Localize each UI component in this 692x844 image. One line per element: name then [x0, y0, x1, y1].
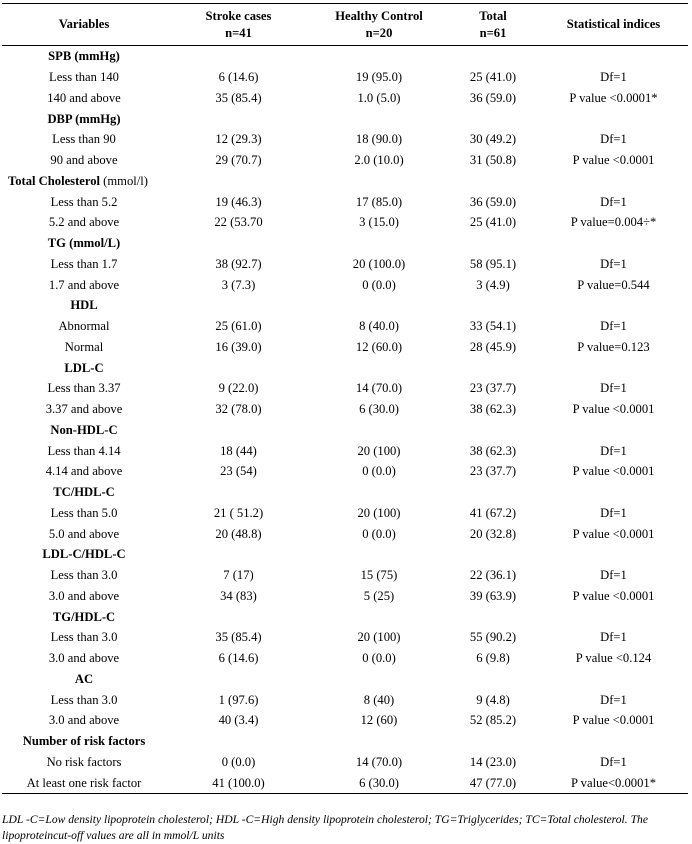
header-variables: Variables — [2, 4, 166, 46]
empty-cell — [539, 357, 688, 378]
group-title-text: Number of risk factors — [22, 734, 146, 749]
total-value: 38 (62.3) — [469, 402, 517, 417]
stroke-cases-value: 19 (46.3) — [215, 194, 262, 209]
empty-cell — [311, 544, 447, 565]
total-value: 14 (23.0) — [469, 754, 517, 769]
row-label: 1.7 and above — [48, 277, 120, 292]
group-title-text: TG (mmol/L) — [47, 236, 121, 251]
empty-cell — [311, 420, 447, 441]
stroke-cases-value: 7 (17) — [223, 568, 254, 583]
table-row — [2, 503, 688, 524]
empty-cell — [311, 233, 447, 254]
statistical-index-value: Df=1 — [600, 692, 627, 707]
empty-cell — [539, 171, 688, 192]
group-title — [2, 233, 166, 254]
total-value: 41 (67.2) — [469, 505, 517, 520]
table-row — [2, 337, 688, 358]
healthy-control-value: 14 (70.0) — [355, 754, 403, 769]
table-row — [2, 274, 688, 295]
row-label: Less than 90 — [52, 132, 116, 147]
empty-cell — [539, 295, 688, 316]
empty-cell — [166, 46, 311, 67]
stroke-cases-value: 40 (3.4) — [218, 713, 259, 728]
group-title — [2, 357, 166, 378]
group-header-row — [2, 420, 688, 441]
healthy-control-value: 12 (60.0) — [355, 339, 403, 354]
statistical-index-value: Df=1 — [600, 443, 627, 458]
statistical-index-value: P value=0.544 — [577, 277, 650, 292]
empty-cell — [539, 108, 688, 129]
healthy-control-value: 20 (100) — [357, 443, 401, 458]
total-value: 25 (41.0) — [469, 70, 517, 85]
group-title — [2, 295, 166, 316]
table-row — [2, 689, 688, 710]
row-label: Less than 4.14 — [47, 443, 121, 458]
healthy-control-value: 20 (100.0) — [352, 256, 406, 271]
row-label: 3.0 and above — [48, 713, 120, 728]
row-label: Abnormal — [58, 319, 110, 334]
results-table-container — [2, 3, 688, 794]
healthy-control-value: 20 (100) — [357, 630, 401, 645]
row-label: At least one risk factor — [2, 772, 166, 793]
empty-cell — [447, 482, 539, 503]
group-header-row — [2, 233, 688, 254]
table-row — [2, 648, 688, 669]
healthy-control-value: 6 (30.0) — [311, 772, 447, 793]
stroke-cases-value: 35 (85.4) — [215, 630, 262, 645]
empty-cell — [311, 606, 447, 627]
total-value: 39 (63.9) — [469, 588, 517, 603]
group-title-text: HDL — [70, 298, 98, 313]
total-value: 23 (37.7) — [469, 381, 517, 396]
stroke-cases-value: 1 (97.6) — [218, 692, 259, 707]
row-label: Less than 5.2 — [50, 194, 118, 209]
empty-cell — [539, 482, 688, 503]
table-row — [2, 772, 688, 793]
empty-cell — [311, 357, 447, 378]
total-value: 9 (4.8) — [476, 692, 510, 707]
total-value: 3 (4.9) — [476, 277, 510, 292]
results-table — [2, 3, 688, 794]
healthy-control-value: 0 (0.0) — [362, 526, 396, 541]
table-row — [2, 67, 688, 88]
table-row — [2, 129, 688, 150]
healthy-control-value: 18 (90.0) — [355, 132, 403, 147]
healthy-control-value: 1.0 (5.0) — [357, 90, 401, 105]
group-title-text: Total Cholesterol — [8, 173, 101, 188]
statistical-index-value: P value<0.0001* — [539, 772, 688, 793]
row-label: Less than 3.0 — [50, 630, 118, 645]
stroke-cases-value: 12 (29.3) — [215, 132, 262, 147]
header-row — [2, 4, 688, 46]
table-row — [2, 378, 688, 399]
table-row — [2, 399, 688, 420]
row-label: 140 and above — [47, 90, 121, 105]
table-row — [2, 565, 688, 586]
total-value: 33 (54.1) — [469, 319, 517, 334]
empty-cell — [166, 357, 311, 378]
empty-cell — [447, 731, 539, 752]
group-header-row — [2, 606, 688, 627]
table-row — [2, 440, 688, 461]
table-row — [2, 88, 688, 109]
stroke-cases-value: 35 (85.4) — [215, 90, 262, 105]
stroke-cases-value: 22 (53.70 — [214, 215, 263, 230]
header-statistical-indices: Statistical indices — [539, 4, 688, 46]
healthy-control-value: 14 (70.0) — [355, 381, 403, 396]
header-total-n: n=61 — [479, 25, 507, 40]
header-healthy-control — [311, 4, 447, 46]
healthy-control-value: 3 (15.0) — [359, 215, 399, 230]
group-title — [2, 420, 166, 441]
empty-cell — [447, 544, 539, 565]
empty-cell — [166, 544, 311, 565]
table-row — [2, 191, 688, 212]
table-row — [2, 627, 688, 648]
group-title — [2, 171, 166, 192]
total-value: 36 (59.0) — [469, 194, 517, 209]
statistical-index-value: P value <0.0001 — [572, 153, 655, 168]
group-title-text: SPB (mmHg) — [48, 49, 120, 64]
total-value: 52 (85.2) — [469, 713, 517, 728]
empty-cell — [311, 482, 447, 503]
header-control-title: Healthy Control — [335, 8, 423, 23]
group-header-row — [2, 731, 688, 752]
empty-cell — [166, 420, 311, 441]
statistical-index-value: Df=1 — [600, 630, 627, 645]
empty-cell — [311, 46, 447, 67]
statistical-index-value: P value <0.0001 — [572, 464, 655, 479]
header-total-title: Total — [479, 8, 507, 23]
total-value: 23 (37.7) — [469, 464, 517, 479]
total-value: 36 (59.0) — [469, 90, 517, 105]
empty-cell — [447, 420, 539, 441]
healthy-control-value: 20 (100) — [357, 505, 401, 520]
empty-cell — [539, 669, 688, 690]
stroke-cases-value: 9 (22.0) — [218, 381, 259, 396]
group-title — [2, 482, 166, 503]
table-row — [2, 710, 688, 731]
group-header-row — [2, 46, 688, 67]
table-row — [2, 254, 688, 275]
statistical-index-value: Df=1 — [600, 381, 627, 396]
stroke-cases-value: 20 (48.8) — [215, 526, 262, 541]
empty-cell — [166, 606, 311, 627]
statistical-index-value: P value <0.0001* — [569, 90, 658, 105]
stroke-cases-value: 23 (54) — [220, 464, 257, 479]
table-row — [2, 752, 688, 773]
stroke-cases-value: 0 (0.0) — [221, 754, 256, 769]
healthy-control-value: 19 (95.0) — [355, 70, 403, 85]
empty-cell — [311, 669, 447, 690]
table-row — [2, 586, 688, 607]
stroke-cases-value: 21 ( 51.2) — [213, 505, 264, 520]
empty-cell — [166, 295, 311, 316]
group-title-text: Non-HDL-C — [50, 422, 118, 437]
healthy-control-value: 0 (0.0) — [362, 651, 396, 666]
empty-cell — [539, 420, 688, 441]
group-unit: (mmol/l) — [100, 173, 148, 188]
group-title — [2, 108, 166, 129]
stroke-cases-value: 38 (92.7) — [215, 256, 262, 271]
total-value: 28 (45.9) — [469, 339, 517, 354]
empty-cell — [166, 108, 311, 129]
header-stroke-title: Stroke cases — [205, 8, 272, 23]
empty-cell — [166, 482, 311, 503]
empty-cell — [539, 233, 688, 254]
empty-cell — [447, 295, 539, 316]
row-label: Less than 140 — [49, 70, 119, 85]
header-control-n: n=20 — [365, 25, 393, 40]
empty-cell — [447, 46, 539, 67]
row-label: Less than 1.7 — [50, 256, 118, 271]
empty-cell — [311, 108, 447, 129]
row-label: Less than 3.0 — [50, 568, 118, 583]
statistical-index-value: Df=1 — [600, 132, 627, 147]
total-value: 38 (62.3) — [469, 443, 517, 458]
empty-cell — [311, 295, 447, 316]
group-header-row — [2, 544, 688, 565]
row-label: 3.0 and above — [48, 588, 120, 603]
header-total — [447, 4, 539, 46]
empty-cell — [539, 606, 688, 627]
stroke-cases-value: 18 (44) — [220, 443, 257, 458]
group-header-row — [2, 108, 688, 129]
statistical-index-value: Df=1 — [600, 754, 627, 769]
empty-cell — [447, 669, 539, 690]
empty-cell — [447, 108, 539, 129]
group-header-row — [2, 171, 688, 192]
healthy-control-value: 0 (0.0) — [362, 464, 396, 479]
empty-cell — [447, 357, 539, 378]
group-title-text: LDL-C/HDL-C — [42, 547, 126, 562]
statistical-index-value: P value <0.0001 — [572, 526, 655, 541]
row-label: 90 and above — [50, 153, 118, 168]
stroke-cases-value: 25 (61.0) — [215, 319, 262, 334]
stroke-cases-value: 34 (83) — [220, 588, 257, 603]
statistical-index-value: P value <0.124 — [575, 651, 652, 666]
empty-cell — [447, 233, 539, 254]
row-label: 5.2 and above — [48, 215, 120, 230]
statistical-index-value: Df=1 — [600, 70, 627, 85]
empty-cell — [447, 606, 539, 627]
healthy-control-value: 8 (40) — [363, 692, 395, 707]
total-value: 20 (32.8) — [469, 526, 517, 541]
total-value: 55 (90.2) — [469, 630, 517, 645]
header-stroke-cases — [166, 4, 311, 46]
row-label: No risk factors — [46, 754, 122, 769]
statistical-index-value: P value=0.123 — [577, 339, 650, 354]
healthy-control-value: 8 (40.0) — [359, 319, 399, 334]
group-title — [2, 669, 166, 690]
healthy-control-value: 0 (0.0) — [362, 277, 396, 292]
group-header-row — [2, 482, 688, 503]
statistical-index-value: Df=1 — [600, 256, 627, 271]
group-title-text: TG/HDL-C — [52, 609, 116, 624]
row-label: Less than 3.0 — [50, 692, 118, 707]
table-row — [2, 316, 688, 337]
group-title — [2, 46, 166, 67]
stroke-cases-value: 6 (14.6) — [218, 70, 259, 85]
row-label: 5.0 and above — [48, 526, 120, 541]
statistical-index-value: Df=1 — [600, 319, 627, 334]
group-title-text: TC/HDL-C — [53, 485, 115, 500]
statistical-index-value: Df=1 — [600, 505, 627, 520]
healthy-control-value: 6 (30.0) — [359, 402, 399, 417]
statistical-index-value: P value <0.0001 — [572, 402, 655, 417]
empty-cell — [311, 731, 447, 752]
empty-cell — [447, 171, 539, 192]
group-title-text: AC — [74, 671, 94, 686]
empty-cell — [539, 544, 688, 565]
empty-cell — [166, 171, 311, 192]
row-label: 3.37 and above — [45, 402, 123, 417]
group-header-row — [2, 295, 688, 316]
total-value: 58 (95.1) — [469, 256, 517, 271]
stroke-cases-value: 32 (78.0) — [215, 402, 262, 417]
group-title-text: DBP (mmHg) — [47, 111, 121, 126]
stroke-cases-value: 29 (70.7) — [215, 153, 262, 168]
statistical-index-value: P value <0.0001 — [572, 713, 655, 728]
total-value: 31 (50.8) — [469, 153, 517, 168]
row-label: Less than 3.37 — [47, 381, 121, 396]
group-title — [2, 731, 166, 752]
healthy-control-value: 2.0 (10.0) — [354, 153, 404, 168]
row-label: 3.0 and above — [48, 651, 120, 666]
empty-cell — [311, 171, 447, 192]
empty-cell — [166, 669, 311, 690]
total-value: 6 (9.8) — [476, 651, 510, 666]
statistical-index-value: P value <0.0001 — [572, 588, 655, 603]
stroke-cases-value: 3 (7.3) — [221, 277, 256, 292]
row-label: Less than 5.0 — [50, 505, 118, 520]
healthy-control-value: 17 (85.0) — [355, 194, 403, 209]
row-label: Normal — [64, 339, 104, 354]
healthy-control-value: 15 (75) — [360, 568, 398, 583]
header-stroke-n: n=41 — [225, 25, 252, 40]
table-body — [2, 46, 688, 794]
healthy-control-value: 12 (60) — [360, 713, 398, 728]
statistical-index-value: Df=1 — [600, 568, 627, 583]
table-row — [2, 523, 688, 544]
stroke-cases-value: 6 (14.6) — [218, 651, 259, 666]
empty-cell — [166, 233, 311, 254]
empty-cell — [539, 731, 688, 752]
table-row — [2, 212, 688, 233]
empty-cell — [166, 731, 311, 752]
row-label: 4.14 and above — [45, 464, 123, 479]
group-title — [2, 606, 166, 627]
total-value: 30 (49.2) — [469, 132, 517, 147]
group-header-row — [2, 357, 688, 378]
group-title-text: LDL-C — [64, 360, 104, 375]
statistical-index-value: Df=1 — [600, 194, 627, 209]
total-value: 22 (36.1) — [469, 568, 517, 583]
group-title — [2, 544, 166, 565]
group-header-row — [2, 669, 688, 690]
table-row — [2, 150, 688, 171]
healthy-control-value: 5 (25) — [363, 588, 395, 603]
table-footnote: LDL -C=Low density lipoprotein cholesterol; HDL -C=High density lipoprotein cholesterol; TG=Triglycerides; TC=Total cholesterol. The lipoproteincut-off values are all in mmol/L units — [2, 813, 648, 842]
table-row — [2, 461, 688, 482]
total-value: 25 (41.0) — [469, 215, 517, 230]
stroke-cases-value: 16 (39.0) — [215, 339, 262, 354]
total-value: 47 (77.0) — [447, 772, 539, 793]
statistical-index-value: P value=0.004÷* — [570, 215, 657, 230]
stroke-cases-value: 41 (100.0) — [166, 772, 311, 793]
empty-cell — [539, 46, 688, 67]
